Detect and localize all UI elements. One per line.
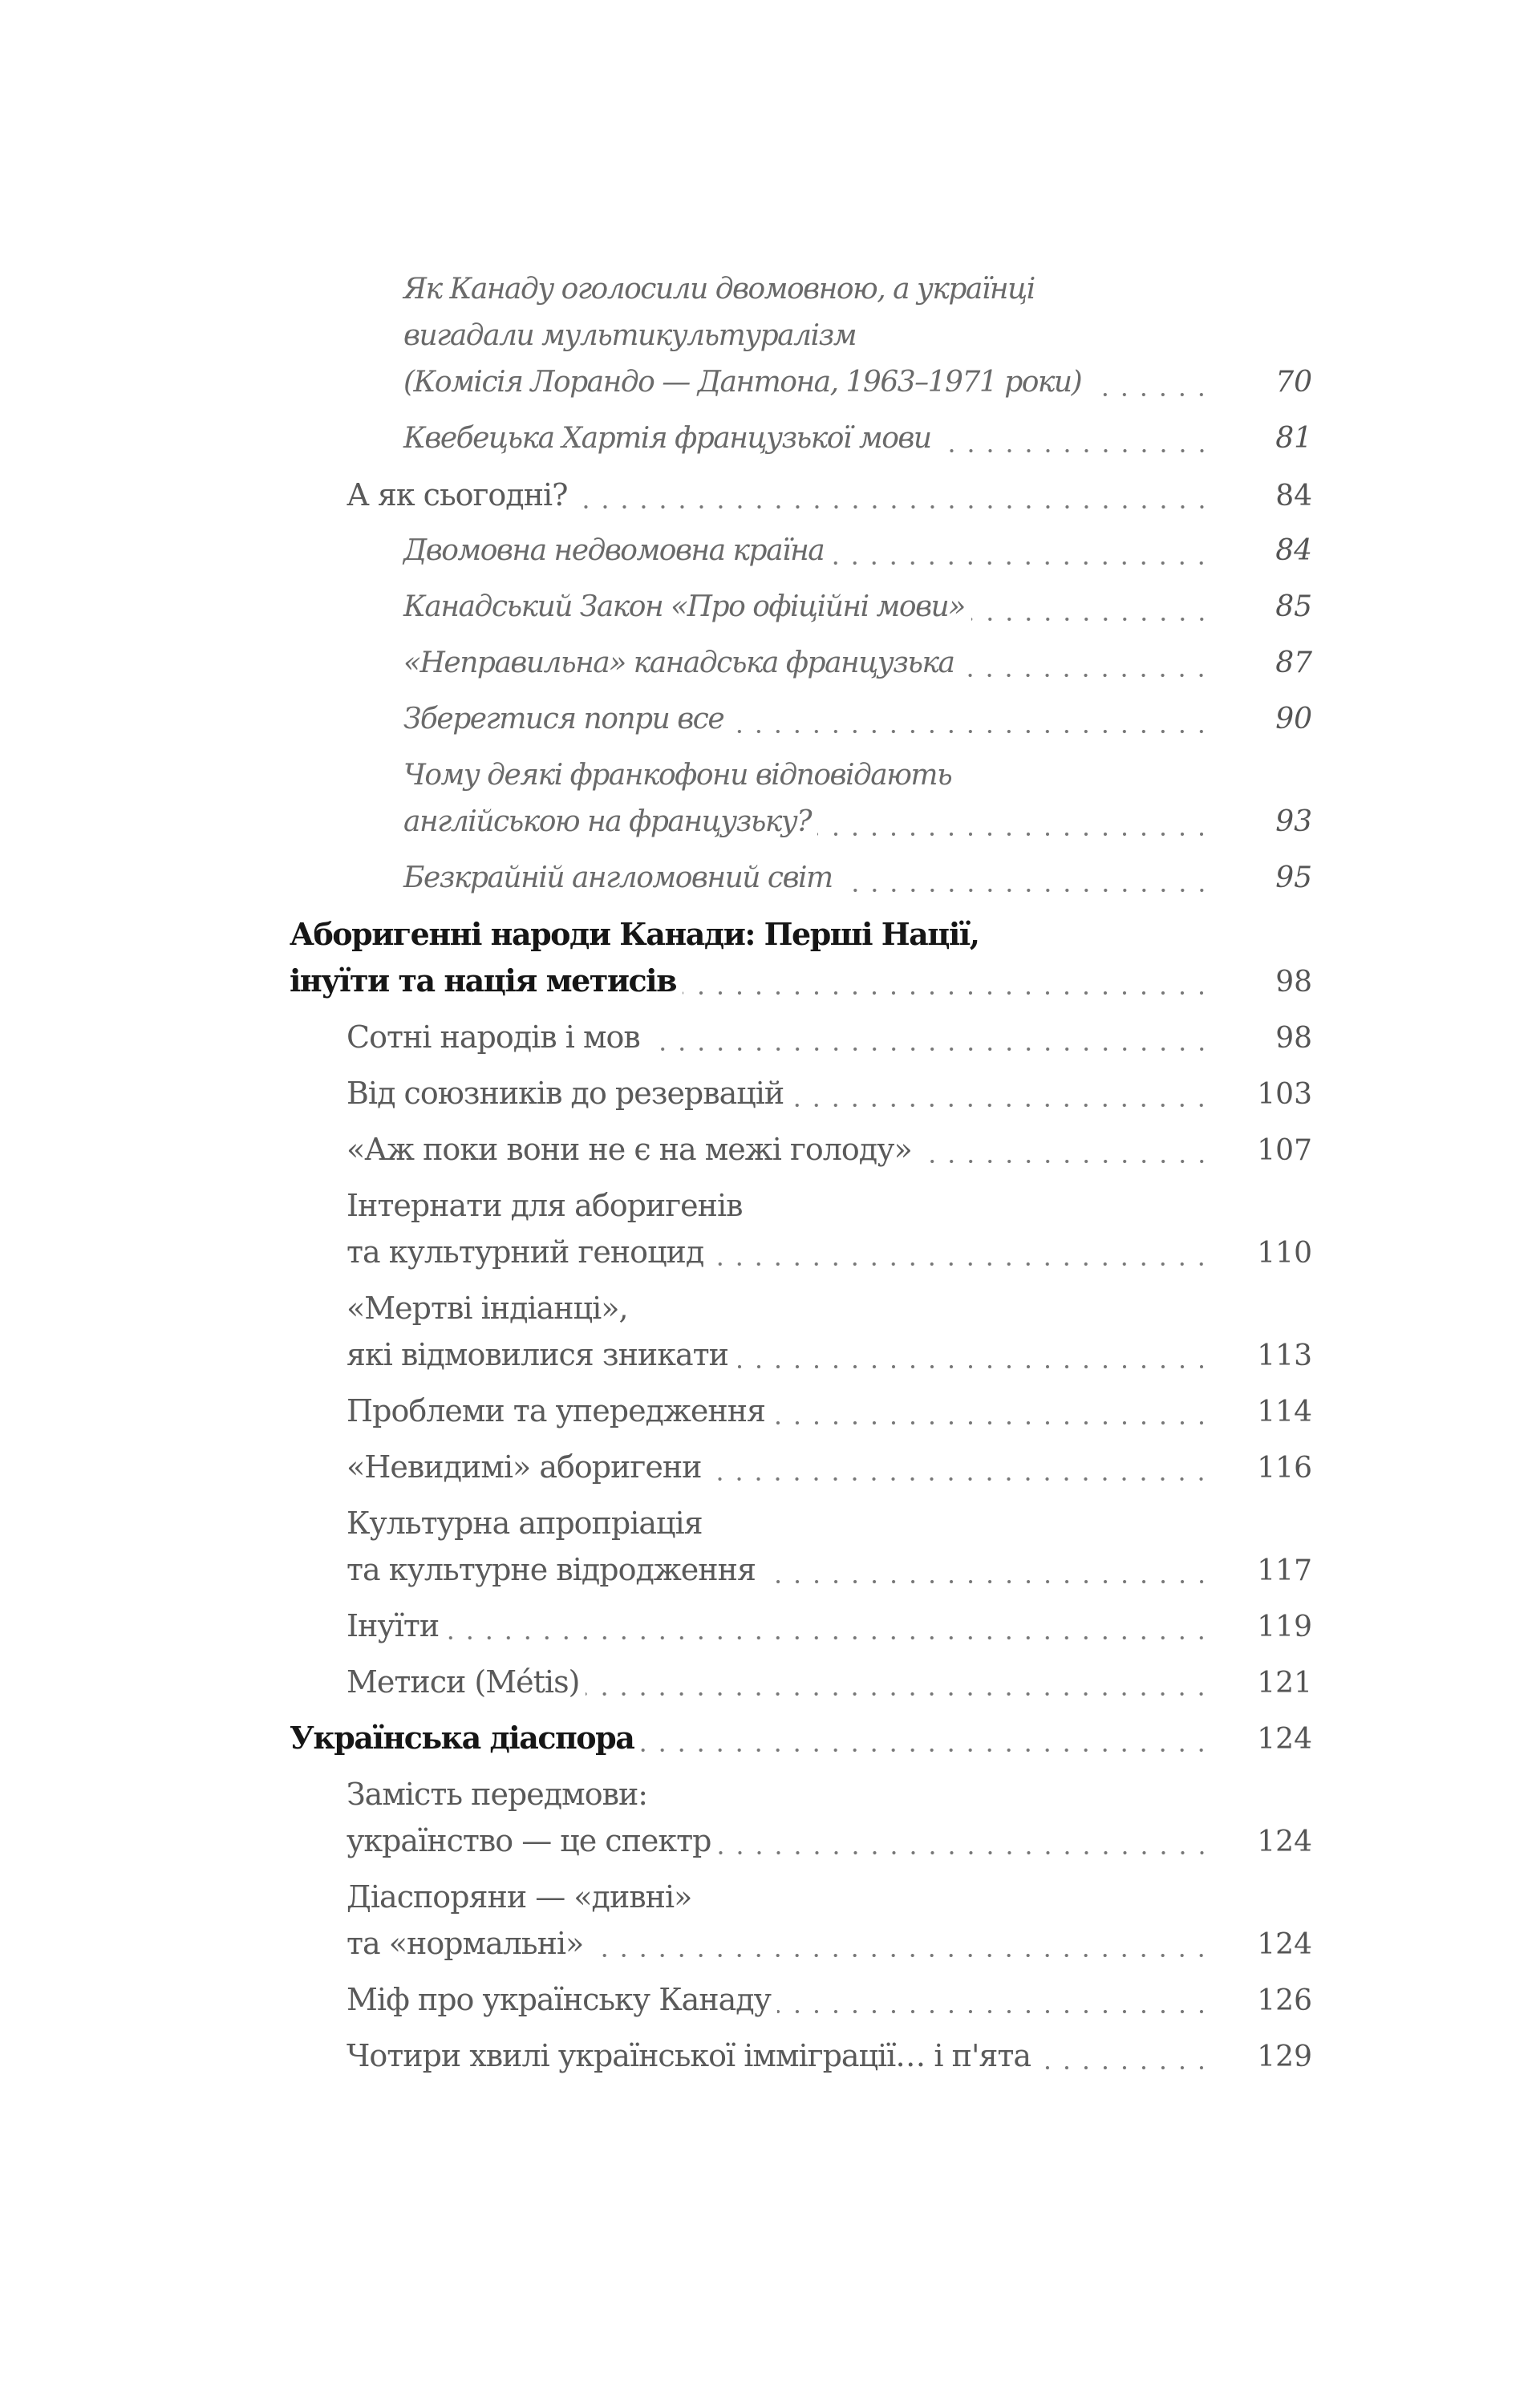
toc-subsection [290, 855, 1312, 902]
toc-line [290, 1182, 1312, 1229]
toc-line [290, 799, 1312, 845]
toc-entry-title: Зберегтися попри все [403, 703, 724, 736]
toc-entry-title: та культурне відродження [346, 1552, 756, 1587]
toc-entry-title: «Мертві індіанці», [346, 1291, 628, 1326]
toc-entry-title: Замість передмови: [346, 1777, 648, 1812]
page-number: 119 [1257, 1611, 1312, 1643]
toc-line [290, 1014, 1312, 1060]
toc-chapter [290, 911, 1312, 1004]
page-number: 95 [1275, 861, 1312, 894]
page-number: 113 [1257, 1339, 1312, 1372]
toc-line [290, 1285, 1312, 1331]
dot-leader [830, 561, 1211, 565]
toc-entry-title: (Комісія Лорандо — Дантона, 1963–1971 роки) [403, 366, 1082, 399]
toc-subsection [290, 584, 1312, 630]
page-number: 126 [1257, 1984, 1312, 2017]
page-number: 117 [1257, 1554, 1312, 1587]
toc-line [290, 528, 1312, 574]
toc-section [290, 1874, 1312, 1967]
toc-line [290, 1444, 1312, 1490]
page-number: 81 [1275, 422, 1312, 455]
dot-leader [718, 1850, 1211, 1855]
toc-line [290, 1126, 1312, 1173]
dot-leader [646, 1047, 1211, 1052]
page-number: 84 [1275, 534, 1312, 567]
dot-leader [971, 617, 1211, 622]
toc-section [290, 1603, 1312, 1649]
toc-entry-title: Інтернати для аборигенів [346, 1188, 743, 1223]
dot-leader [938, 448, 1211, 453]
toc-line [290, 1546, 1312, 1593]
toc-entry-title: інуїти та нація метисів [290, 962, 677, 999]
toc-section [290, 472, 1312, 518]
dot-leader [710, 1262, 1211, 1266]
toc-line [290, 1715, 1312, 1761]
dot-leader [817, 832, 1211, 837]
page-number: 85 [1275, 590, 1312, 623]
dot-leader [735, 1364, 1211, 1369]
toc-entry-title: Українська діаспора [290, 1720, 634, 1756]
toc-section [290, 1126, 1312, 1173]
toc-subsection [290, 640, 1312, 687]
toc-line [290, 1603, 1312, 1649]
toc-section [290, 1070, 1312, 1116]
dot-leader [574, 505, 1211, 509]
page-number: 124 [1257, 1723, 1312, 1756]
toc-line [290, 1229, 1312, 1275]
dot-leader [960, 673, 1211, 678]
toc-section [290, 1182, 1312, 1275]
toc-section [290, 1014, 1312, 1060]
table-of-contents [290, 266, 1312, 2089]
dot-leader [918, 1159, 1211, 1164]
toc-line [290, 640, 1312, 687]
dot-leader [1037, 2065, 1211, 2070]
toc-entry-title: Від союзників до резервацій [346, 1076, 784, 1111]
toc-entry-title: Метиси (Métis) [346, 1664, 580, 1700]
toc-subsection [290, 528, 1312, 574]
page-number: 114 [1257, 1396, 1312, 1428]
toc-line [290, 911, 1312, 958]
toc-entry-title: Як Канаду оголосили двомовною, а українці [403, 273, 1035, 306]
dot-leader [762, 1579, 1211, 1584]
toc-entry-title: «Неправильна» канадська французька [403, 646, 954, 679]
toc-entry-title: Інуїти [346, 1608, 440, 1643]
toc-entry-title: та «нормальні» [346, 1926, 584, 1961]
toc-entry-title: Квебецька Хартія французької мови [403, 422, 931, 455]
toc-entry-title: А як сьогодні? [346, 477, 568, 513]
dot-leader [772, 1420, 1211, 1425]
toc-line [290, 1070, 1312, 1116]
toc-line [290, 1331, 1312, 1378]
page-number: 90 [1275, 703, 1312, 736]
dot-leader [790, 1103, 1211, 1108]
toc-line [290, 313, 1312, 359]
toc-line [290, 1500, 1312, 1546]
toc-section [290, 1500, 1312, 1593]
toc-subsection [290, 266, 1312, 406]
toc-entry-title: вигадали мультикультуралізм [403, 319, 857, 352]
dot-leader [1088, 392, 1211, 397]
toc-entry-title: Чотири хвилі української імміграції… і п'ята [346, 2038, 1031, 2073]
page-number: 124 [1257, 1826, 1312, 1858]
toc-section [290, 1771, 1312, 1864]
toc-line [290, 958, 1312, 1004]
toc-entry-title: українство — це спектр [346, 1823, 711, 1858]
toc-entry-title: Аборигенні народи Канади: Перші Нації, [290, 916, 979, 952]
toc-line [290, 472, 1312, 518]
toc-entry-title: та культурний геноцид [346, 1234, 704, 1270]
dot-leader [640, 1748, 1211, 1753]
dot-leader [445, 1635, 1211, 1640]
toc-section [290, 1285, 1312, 1378]
toc-section [290, 1444, 1312, 1490]
dot-leader [707, 1477, 1211, 1481]
page-number: 121 [1257, 1667, 1312, 1700]
toc-line [290, 584, 1312, 630]
toc-entry-title: Канадський Закон «Про офіційні мови» [403, 590, 965, 623]
page-number: 84 [1275, 480, 1312, 513]
toc-line [290, 1388, 1312, 1434]
toc-line [290, 266, 1312, 313]
toc-line [290, 1976, 1312, 2023]
page-number: 93 [1275, 805, 1312, 838]
toc-line [290, 1659, 1312, 1705]
page-number: 98 [1275, 966, 1312, 999]
toc-line [290, 696, 1312, 743]
toc-line [290, 1818, 1312, 1864]
page-number: 98 [1275, 1022, 1312, 1055]
dot-leader [683, 991, 1211, 995]
toc-entry-title: «Невидимі» аборигени [346, 1449, 702, 1485]
toc-entry-title: Проблеми та упередження [346, 1393, 766, 1428]
toc-entry-title: Сотні народів і мов [346, 1019, 640, 1055]
toc-section [290, 2032, 1312, 2079]
dot-leader [590, 1953, 1211, 1958]
toc-subsection [290, 752, 1312, 845]
dot-leader [730, 729, 1211, 734]
toc-entry-title: Міф про українську Канаду [346, 1982, 772, 2017]
page-number: 87 [1275, 646, 1312, 679]
toc-line [290, 359, 1312, 406]
page-number: 129 [1257, 2040, 1312, 2073]
page-number: 107 [1257, 1134, 1312, 1167]
page-number: 70 [1275, 366, 1312, 399]
toc-line [290, 752, 1312, 799]
toc-entry-title: Чому деякі франкофони відповідають [403, 759, 952, 792]
toc-line [290, 1920, 1312, 1967]
toc-section [290, 1976, 1312, 2023]
toc-entry-title: Культурна апропріація [346, 1505, 703, 1541]
toc-subsection [290, 415, 1312, 462]
toc-entry-title: які відмовилися зникати [346, 1337, 728, 1372]
toc-section [290, 1388, 1312, 1434]
dot-leader [586, 1692, 1211, 1696]
dot-leader [777, 2009, 1211, 2014]
toc-line [290, 1874, 1312, 1920]
toc-line [290, 415, 1312, 462]
toc-entry-title: Безкрайній англомовний світ [403, 861, 833, 894]
toc-entry-title: англійською на французьку? [403, 805, 811, 838]
toc-subsection [290, 696, 1312, 743]
page-number: 110 [1257, 1237, 1312, 1270]
dot-leader [839, 888, 1211, 893]
toc-line [290, 1771, 1312, 1818]
toc-line [290, 855, 1312, 902]
page-number: 124 [1257, 1928, 1312, 1961]
toc-entry-title: Діаспоряни — «дивні» [346, 1879, 692, 1915]
toc-line [290, 2032, 1312, 2079]
page-number: 103 [1257, 1078, 1312, 1111]
toc-entry-title: Двомовна недвомовна країна [403, 534, 825, 567]
toc-section [290, 1659, 1312, 1705]
toc-chapter [290, 1715, 1312, 1761]
page-number: 116 [1257, 1452, 1312, 1485]
toc-entry-title: «Аж поки вони не є на межі голоду» [346, 1132, 912, 1167]
